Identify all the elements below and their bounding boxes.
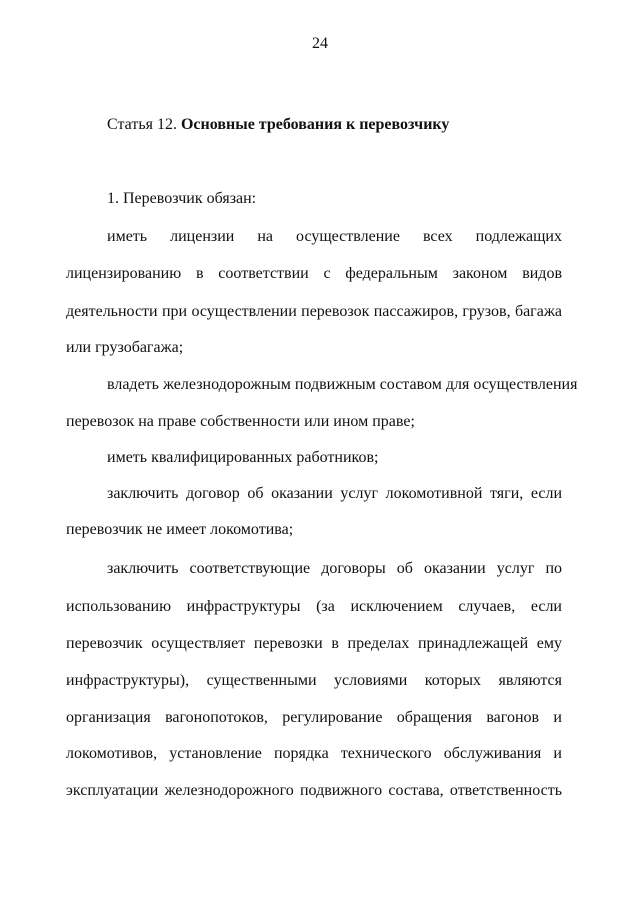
text-line: лицензированию в соответствии с федеральным законом видов [66, 265, 562, 282]
text-line: организация вагонопотоков, регулирование обращения вагонов и [66, 709, 562, 726]
text-line: иметь квалифицированных работников; [107, 449, 379, 466]
text-line: перевозчик осуществляет перевозки в пределах принадлежащей ему [66, 635, 562, 652]
text-line: или грузобагажа; [66, 339, 184, 356]
text-line: владеть железнодорожным подвижным составом для осуществления [107, 376, 578, 393]
text-line: перевозок на праве собственности или ином праве; [66, 413, 415, 430]
text-line: использованию инфраструктуры (за исключением случаев, если [66, 598, 562, 615]
text-line: 1. Перевозчик обязан: [107, 190, 257, 207]
text-line: деятельности при осуществлении перевозок пассажиров, грузов, багажа [66, 303, 562, 320]
article-heading [107, 116, 449, 134]
text-line: инфраструктуры), существенными условиями которых являются [66, 672, 562, 689]
text-line: локомотивов, установление порядка технического обслуживания и [66, 745, 562, 762]
text-line: иметь лицензии на осуществление всех подлежащих [107, 228, 562, 245]
text-line: эксплуатации железнодорожного подвижного состава, ответственность [66, 782, 562, 799]
text-line: заключить соответствующие договоры об оказании услуг по [107, 560, 562, 577]
text-line: перевозчик не имеет локомотива; [66, 521, 294, 538]
text-line: заключить договор об оказании услуг локомотивной тяги, если [107, 485, 562, 502]
page-number: 24 [312, 35, 328, 52]
article-label: Статья 12. [107, 116, 177, 133]
article-title: Основные требования к перевозчику [180, 116, 450, 133]
